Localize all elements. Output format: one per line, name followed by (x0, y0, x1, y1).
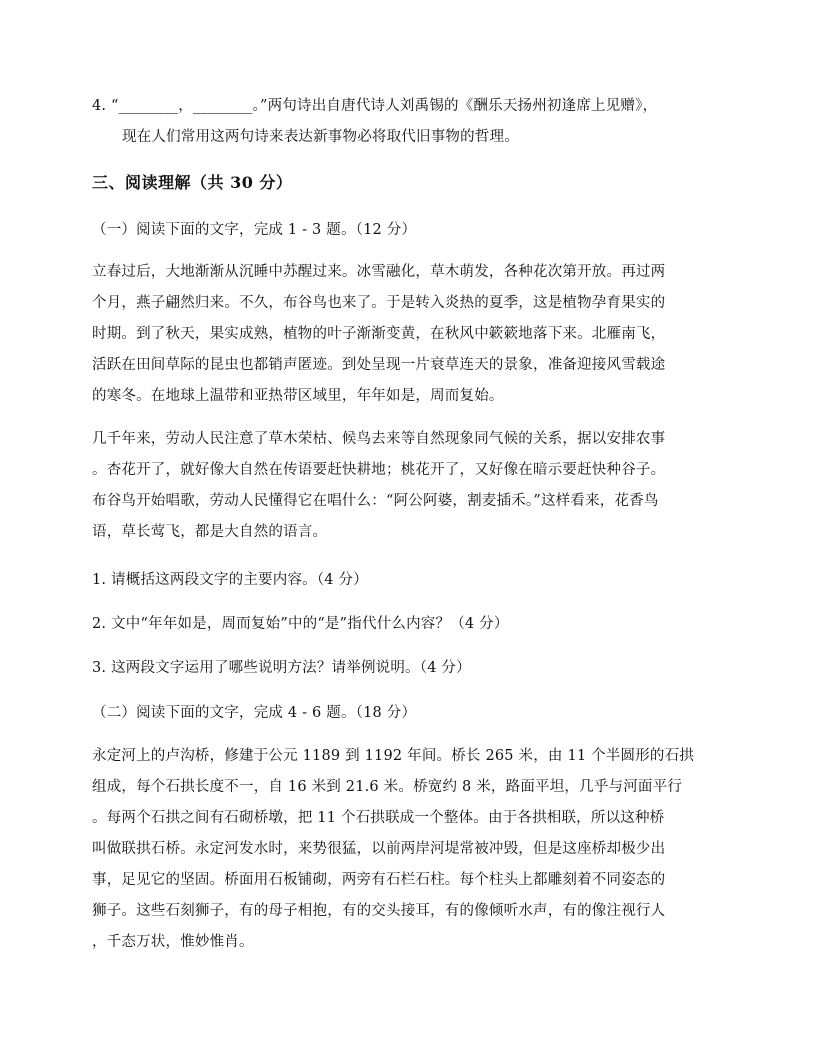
part-1-paragraph-2-line: 布谷鸟开始唱歌，劳动人民懂得它在唱什么：“阿公阿婆，割麦插禾。”这样看来，花香鸟 (92, 493, 659, 509)
part-1-paragraph-2-line: 。杏花开了，就好像大自然在传语要赶快耕地；桃花开了，又好像在暗示要赶快种谷子。 (92, 462, 666, 478)
part-2-paragraph-line: 组成，每个石拱长度不一，自 16 米到 21.6 米。桥宽约 8 米，路面平坦，几乎与河面平行 (92, 779, 683, 795)
part-1-paragraph-1-line: 时期。到了秋天，果实成熟，植物的叶子渐渐变黄，在秋风中簌簌地落下来。北雁南飞， (92, 326, 666, 342)
part-2-paragraph-line: 狮子。这些石刻狮子，有的母子相抱，有的交头接耳，有的像倾听水声，有的像注视行人 (92, 903, 666, 919)
part-2-paragraph-line: 。每两个石拱之间有石砌桥墩，把 11 个石拱联成一个整体。由于各拱相联，所以这种桥 (92, 810, 665, 826)
part-2-intro: （二）阅读下面的文字，完成 4 - 6 题。（18 分） (92, 705, 417, 721)
part-1-paragraph-1-line: 立春过后，大地渐渐从沉睡中苏醒过来。冰雪融化，草木萌发，各种花次第开放。再过两 (92, 264, 666, 280)
part-1-paragraph-1-line: 活跃在田间草际的昆虫也都销声匿迹。到处呈现一片衰草连天的景象，准备迎接风雪载途 (92, 357, 666, 373)
section-3-heading: 三、阅读理解（共 30 分） (92, 173, 293, 192)
part-1-paragraph-2-line: 语，草长莺飞，都是大自然的语言。 (92, 524, 328, 540)
part-2-paragraph-line: 事，足见它的坚固。桥面用石板铺砌，两旁有石栏石柱。每个柱头上都雕刻着不同姿态的 (92, 872, 666, 888)
part-2-paragraph-line: ，千态万状，惟妙惟肖。 (92, 934, 254, 950)
part-1-paragraph-2-line: 几千年来，劳动人民注意了草木荣枯、候鸟去来等自然现象同气候的关系，据以安排农事 (92, 431, 666, 447)
part-2-paragraph-line: 叫做联拱石桥。永定河发水时，来势很猛，以前两岸河堤常被冲毁，但是这座桥却极少出 (92, 841, 666, 857)
part-1-paragraph-1-line: 的寒冬。在地球上温带和亚热带区域里，年年如是，周而复始。 (92, 388, 504, 404)
question-1: 1. 请概括这两段文字的主要内容。（4 分） (92, 572, 368, 588)
question-4-line-2: 现在人们常用这两句诗来表达新事物必将取代旧事物的哲理。 (122, 129, 519, 145)
question-3: 3. 这两段文字运用了哪些说明方法？请举例说明。（4 分） (92, 660, 471, 676)
part-1-paragraph-1-line: 个月，燕子翩然归来。不久，布谷鸟也来了。于是转入炎热的夏季，这是植物孕育果实的 (92, 295, 666, 311)
question-2: 2. 文中“年年如是，周而复始”中的“是”指代什么内容？（4 分） (92, 616, 509, 632)
part-1-intro: （一）阅读下面的文字，完成 1 - 3 题。（12 分） (92, 222, 417, 238)
question-4-line-1: 4. “________，________。”两句诗出自唐代诗人刘禹锡的《酬乐天扬州初逢席上见赠》， (92, 98, 658, 114)
part-2-paragraph-line: 永定河上的卢沟桥，修建于公元 1189 到 1192 年间。桥长 265 米，由 11 个半圆形的石拱 (92, 748, 694, 764)
